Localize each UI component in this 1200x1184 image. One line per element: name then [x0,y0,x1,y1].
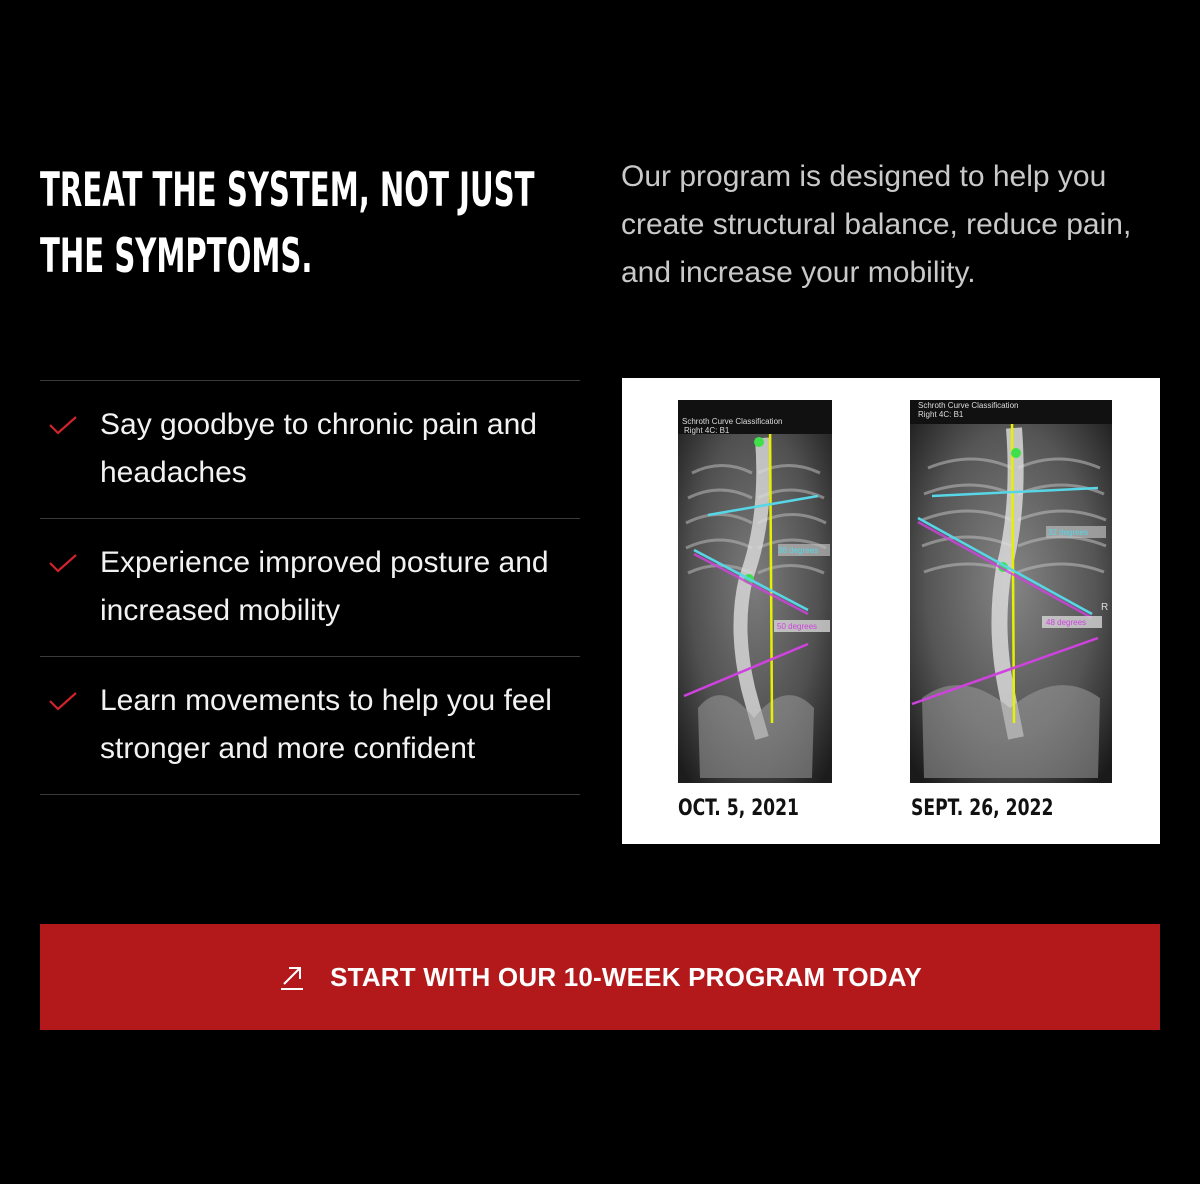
benefit-item [40,381,580,519]
before-upper-angle: 36 degrees [778,546,819,555]
after-date: SEPT. 26, 2022 [911,796,1054,821]
after-classification-title: Schroth Curve Classification [918,401,1019,410]
start-program-label: START WITH OUR 10-WEEK PROGRAM TODAY [330,961,922,992]
xray-before [678,400,832,783]
after-upper-angle: 32 degrees [1048,528,1089,537]
headline-line-2: THE SYMPTOMS. [40,229,313,284]
headline-line-1: TREAT THE SYSTEM, NOT JUST [40,163,535,218]
check-icon [48,415,78,435]
benefit-text: Say goodbye to chronic pain and headaches [100,408,537,489]
check-icon [48,553,78,573]
benefit-text: Experience improved posture and increased mobility [100,546,549,627]
section-headline [40,158,535,290]
xray-comparison-card [622,378,1160,844]
benefit-text: Learn movements to help you feel stronger and more confident [100,684,552,765]
xray-comparison-image [622,378,1160,844]
before-classification-title: Schroth Curve Classification [682,417,783,426]
benefit-item [40,657,580,795]
after-side-marker: R [1101,602,1109,613]
after-classification: Right 4C: B1 [918,410,964,419]
xray-after [910,400,1112,783]
check-icon [48,691,78,711]
before-date: OCT. 5, 2021 [678,796,799,821]
before-lower-angle: 50 degrees [777,622,818,631]
start-program-button[interactable] [40,924,1160,1030]
before-classification: Right 4C: B1 [684,426,730,435]
after-lower-angle: 48 degrees [1046,618,1087,627]
benefits-list [40,380,580,795]
intro-paragraph: Our program is designed to help you create structural balance, reduce pain, and increase your mobility. [621,160,1132,289]
benefit-item [40,519,580,657]
arrow-up-right-icon [278,963,306,991]
